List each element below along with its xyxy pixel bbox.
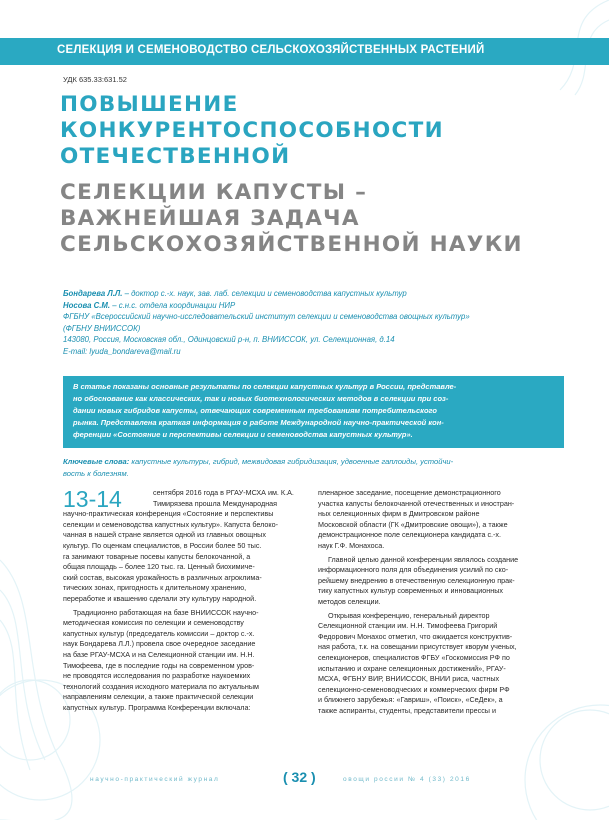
article-title-line-5: ВАЖНЕЙШАЯ ЗАДАЧА (60, 206, 360, 231)
dropcap-date: 13-14 (63, 486, 122, 512)
body-text-line: и ближнего зарубежья: «Гавриш», «Поиск», «СеДек», а (318, 695, 503, 705)
body-text-line: Открывая конференцию, генеральный директор (328, 610, 490, 620)
body-text-line: демонстрационное поле селекционера кандидата с.-х. (318, 530, 502, 540)
article-title-line-6: СЕЛЬСКОХОЗЯЙСТВЕННОЙ НАУКИ (60, 232, 523, 257)
body-text-line: методов селекции. (318, 596, 381, 606)
email-link[interactable]: E-mail: lyuda_bondareva@mail.ru (63, 346, 181, 356)
body-text-line: Федорович Монахос отметил, что ожидается конструктив- (318, 631, 513, 641)
author-name: Носова С.М. (63, 300, 111, 310)
body-text-line: пленарное заседание, посещение демонстрационного (318, 488, 501, 497)
body-text-line: наук Бондарева Л.Л.) провела свое очередное заседание (63, 639, 256, 649)
body-text-line: Главной целью данной конференции являлось создание (328, 554, 519, 564)
abstract-line: дании новых гибридов капусты, отвечающих современным требованиям потребительского (73, 406, 437, 415)
body-text-line: сентября 2016 года в РГАУ-МСХА им. К.А. (153, 488, 294, 497)
article-title-line-1: ПОВЫШЕНИЕ (60, 92, 239, 117)
keywords-line: вость к болезням. (63, 468, 129, 478)
author-block (63, 288, 563, 357)
abstract-line: но обоснование как классических, так и новых биотехнологических методов в селекции при соз- (73, 394, 449, 403)
body-text-line: МСХА, ФГБНУ ВИР, ВНИИССОК, ВНИИ риса, частных (318, 674, 500, 684)
body-text-line: информационного поля для объединения усилий по ско- (318, 565, 509, 575)
body-column-right (318, 488, 566, 716)
body-text-line: ная работа, т.к. на совещании присутствует кворум ученых, (318, 642, 517, 652)
body-text-line: на базе РГАУ-МСХА и на Селекционной станции им. Н.Н. (63, 649, 255, 659)
body-text-line: рейшему внедрению в отечественную селекционную прак- (318, 575, 515, 585)
body-column-left (63, 488, 311, 713)
abstract-line: рынка. Представлена краткая информация о работе Международной научно-практической кон- (73, 418, 444, 427)
body-text-line: селекции и семеноводства капустных культур». Капуста белоко- (63, 519, 279, 529)
affiliation-line: (ФГБНУ ВНИИССОК) (63, 323, 141, 333)
body-text-line: испытанию и охране селекционных достижений», РГАУ- (318, 663, 506, 673)
body-text-line: наук Г.Ф. Монахоса. (318, 540, 385, 550)
journal-issue: овощи россии № 4 (33) 2016 (343, 776, 471, 783)
body-text-line: также аспиранты, студенты, представители прессы и (318, 705, 496, 715)
body-text-line: капустных культур (председатель комиссии – доктор с.-х. (63, 628, 255, 638)
body-text-line: капустных культур. Программа Конференции включала: (63, 702, 251, 712)
abstract-box (63, 376, 564, 448)
body-text-line: не проводятся исследования по разработке наукоемких (63, 671, 251, 681)
article-title-line-2: КОНКУРЕНТОСПОСОБНОСТИ (60, 118, 444, 143)
keywords-label: Ключевые слова: (63, 457, 130, 466)
body-text-line: методическая комиссия по селекции и семеноводству (63, 618, 244, 628)
body-text-line: Московской области (ГК «Дмитровские овощи»), а также (318, 519, 508, 529)
body-text-line: культур. По оценкам специалистов, в России более 50 тыс. (63, 540, 262, 550)
body-text-line: селекционеров, специалистов ФГБУ «Госкомиссия РФ по (318, 652, 510, 662)
page-number: ( 32 ) (283, 769, 316, 785)
affiliation-line: ФГБНУ «Всероссийский научно-исследовательский институт селекции и семеноводства овощных культур» (63, 312, 470, 321)
journal-type: научно-практический журнал (90, 776, 220, 783)
author-role: – доктор с.-х. наук, зав. лаб. селекции и семеноводства капустных культур (122, 289, 407, 298)
body-text-line: ский состав, высокая урожайность в различных агроклима- (63, 572, 262, 582)
body-text-line: переработке и квашению сделали эту культуру народной. (63, 593, 257, 603)
section-title: СЕЛЕКЦИЯ И СЕМЕНОВОДСТВО СЕЛЬСКОХОЗЯЙСТВЕННЫХ РАСТЕНИЙ (57, 44, 485, 56)
body-text-line: научно-практическая конференция «Состояние и перспективы (63, 509, 274, 519)
body-text-line: тику капустных культур современных и инновационных (318, 586, 504, 596)
article-title-line-4: СЕЛЕКЦИИ КАПУСТЫ – (60, 180, 368, 205)
author-name: Бондарева Л.Л. (63, 289, 123, 298)
udc-code: УДК 635.33:631.52 (63, 75, 127, 84)
address-line: 143080, Россия, Московская обл., Одинцовский р-н, п. ВНИИССОК, ул. Селекционная, д.14 (63, 335, 395, 344)
keywords-text: капустные культуры, гибрид, межвидовая гибридизация, удвоенные гаплоиды, устойчи- (129, 457, 454, 466)
body-text-line: участка капусты белокочанной отечественных и иностран- (318, 498, 515, 508)
page-footer (0, 768, 609, 792)
body-text-line: чанная в нашей стране является одной из главных овощных (63, 530, 266, 540)
body-text-line: ных селекционных фирм в Дмитровском районе (318, 509, 480, 519)
body-text-line: га занимают товарные посевы капусты белокочанной, а (63, 551, 251, 561)
keywords-line (63, 456, 564, 468)
body-text-line: технологий создания исходного материала по актуальным (63, 681, 259, 691)
author-line (63, 288, 563, 300)
abstract-line: ференции «Состояние и перспективы селекции и семеноводства капустных культур». (73, 430, 413, 439)
body-text-line: Селекционной станции им. Н.Н. Тимофеева Григорий (318, 621, 498, 631)
author-role: – с.н.с. отдела координации НИР (110, 300, 236, 310)
article-title-line-3: ОТЕЧЕСТВЕННОЙ (60, 144, 291, 169)
body-text-line: тических зонах, пригодность к длительному хранению, (63, 583, 247, 593)
body-text-line: Традиционно работающая на базе ВНИИССОК научно- (73, 607, 259, 617)
keywords-block (63, 456, 564, 479)
body-text-line: селекционно-семеноводческих и коммерческих фирм РФ (318, 684, 510, 694)
body-text-line: общая площадь – более 120 тыс. га. Ценный биохимиче- (63, 562, 255, 572)
author-line (63, 300, 563, 312)
body-text-line: Тимофеева, где в последние годы на современном уров- (63, 660, 255, 670)
body-text-line: направлениям селекции, а также практической селекции (63, 692, 254, 702)
body-text-line: Тимирязева прошла Международная (153, 498, 278, 508)
abstract-line: В статье показаны основные результаты по селекции капустных культур в России, представле- (73, 382, 457, 391)
